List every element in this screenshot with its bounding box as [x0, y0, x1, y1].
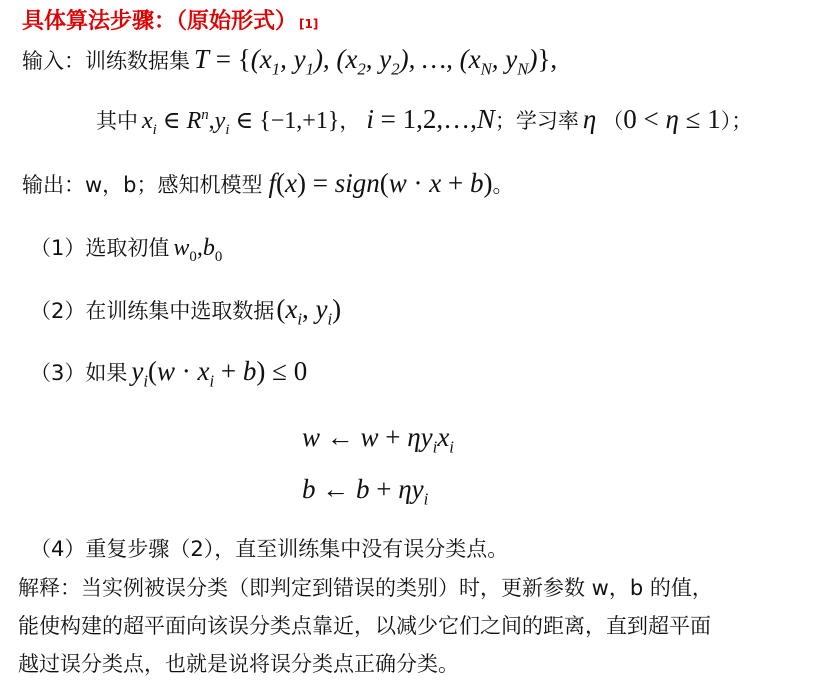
step-4 — [30, 533, 508, 563]
update-b — [302, 474, 429, 509]
step-4-text: （4）重复步骤（2），直至训练集中没有误分类点。 — [30, 537, 509, 561]
step-3 — [30, 356, 308, 391]
step-1 — [30, 232, 223, 265]
sample-formula: ($x_i$, $y_i$) — [276, 294, 342, 329]
condition-formula: $y_i(w \cdot x_i + b) \le 0$ — [131, 356, 308, 391]
semicolon-sep: ； — [494, 109, 516, 133]
step-2 — [30, 294, 342, 329]
update-w-formula: w ← $w + \eta y_ix_i$ — [302, 422, 454, 457]
explanation-line-2 — [18, 610, 711, 640]
lr-range-formula: 0 < η ≤ 1 — [623, 104, 721, 134]
step-1-text: （1）选取初值 — [30, 236, 170, 260]
eta-symbol: η — [582, 104, 597, 134]
explanation-text-3: 越过误分类点，也就是说将误分类点正确分类。 — [18, 652, 459, 676]
output-end: 。 — [492, 173, 514, 197]
lr-range-open: （ — [602, 109, 624, 133]
output-line — [22, 168, 513, 199]
input-line — [22, 44, 558, 79]
explanation-text-2: 能使构建的超平面向该误分类点靠近，以减少它们之间的距离，直到超平面 — [18, 614, 711, 638]
heading — [22, 4, 318, 35]
init-formula: $w_0,b_0$ — [173, 235, 223, 265]
heading-title: 具体算法步骤：（原始形式） — [22, 9, 298, 34]
domain-formula: $x_i$ ∈ $R^n,y_i$ ∈ {−1,+1} — [142, 107, 340, 138]
comma-sep: ， — [339, 109, 361, 133]
explanation-line-1 — [18, 572, 713, 602]
explanation-line-3 — [18, 648, 459, 678]
where-prefix: 其中 — [96, 109, 138, 133]
input-prefix: 训练数据集 — [85, 49, 190, 73]
update-b-formula: b ← $b + \eta y_i$ — [302, 474, 429, 509]
update-w — [302, 422, 454, 457]
step-2-text: （2）在训练集中选取数据 — [30, 299, 275, 323]
dataset-formula: $T = \{(x_1$, $y_1$), ($x_2$, $y_2$), …, ($x_N$, $y_N$)}, — [194, 44, 558, 79]
step-3-text: （3）如果 — [30, 361, 128, 385]
input-label: 输入： — [22, 49, 85, 73]
explanation-text-1: 解释：当实例被误分类（即判定到错误的类别）时，更新参数 w，b 的值， — [18, 576, 713, 600]
lr-range-close: ）； — [720, 109, 753, 133]
reference-marker: [1] — [299, 17, 319, 31]
output-label: 输出： — [22, 173, 85, 197]
output-text: w，b；感知机模型 — [85, 173, 263, 197]
index-formula: i = 1,2,…,N — [366, 104, 495, 134]
lr-label: 学习率 — [515, 109, 579, 133]
input-where-line — [96, 104, 753, 138]
model-formula: f(x) = sign(w · x + b) — [268, 168, 493, 198]
